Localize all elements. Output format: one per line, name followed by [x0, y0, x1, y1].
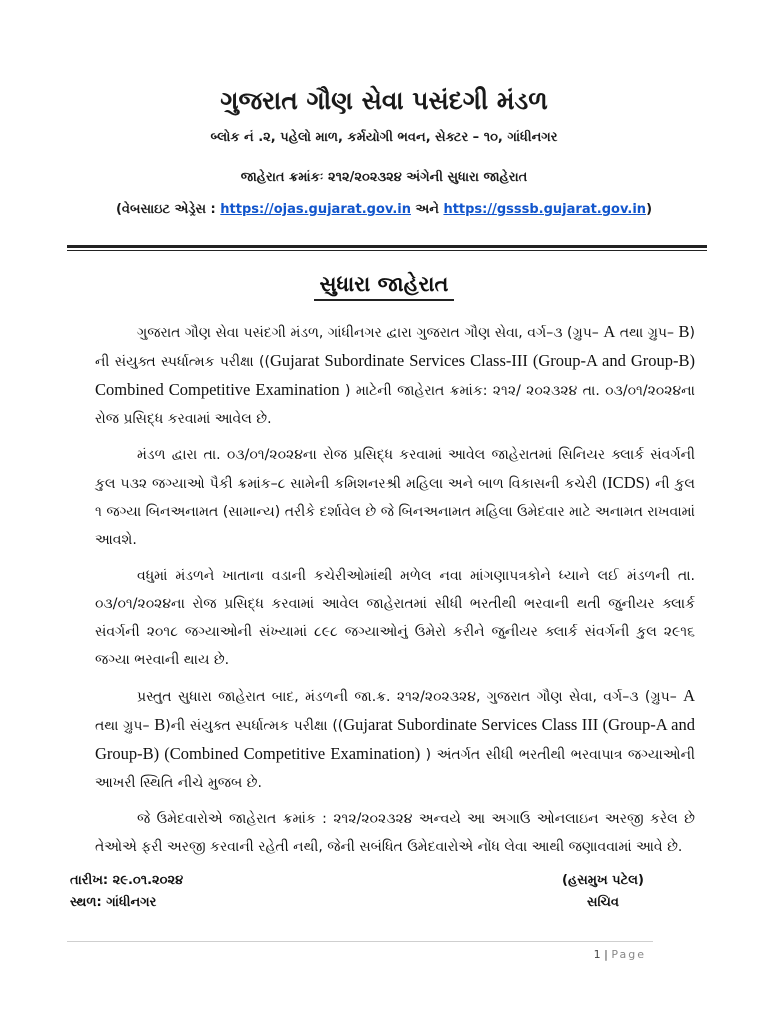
signatory-designation: સચિવ: [587, 895, 619, 910]
website-prefix: (વેબસાઇટ એડ્રેસ :: [115, 202, 216, 217]
website-and: અને: [415, 202, 439, 217]
date-place-block: [70, 870, 183, 914]
paragraph-5: જે ઉમેદવારોએ જાહેરાત ક્રમાંક : ૨૧૨/૨૦૨૩૨૪ અન્વયે આ અગાઉ ઓનલાઇન અરજી કરેલ છે તેઓએ ફરી અરજી કરવાની રહેતી નથી, જેની સબંધિત ઉમેદવારોએ નોંધ લેવા આથી જણાવવામાં આવે છે.: [95, 811, 695, 855]
organization-title: ગુજરાત ગૌણ સેવા પસંદગી મંડળ: [220, 86, 548, 115]
page-number: 1 | Page: [593, 948, 646, 961]
paragraph-2: મંડળ દ્વારા તા. ૦૩/૦૧/૨૦૨૪ના રોજ પ્રસિદ્ધ કરવામાં આવેલ જાહેરાતમાં સિનિયર ક્લાર્ક સંવર્ગની કુલ ૫૩૨ જગ્યાઓ પૈકી ક્રમાંક–૮ સામેની કમિશનરશ્રી મહિલા અને બાળ વિકાસની કચેરી (ICDS) ની કુલ ૧ જગ્યા બિનઅનામત (સામાન્ય) તરીકે દર્શાવેલ છે જે બિનઅનામત મહિલા ઉમેદવાર માટે અનામત રાખવામાં આવશે.: [95, 447, 695, 548]
gsssb-link[interactable]: https://gsssb.gujarat.gov.in: [443, 202, 647, 217]
footer-divider: [67, 941, 653, 942]
ojas-link[interactable]: https://ojas.gujarat.gov.in: [220, 202, 411, 217]
paragraph-4: પ્રસ્તુત સુધારા જાહેરાત બાદ, મંડળની જા.ક્ર. ૨૧૨/૨૦૨૩૨૪, ગુજરાત ગૌણ સેવા, વર્ગ–૩ (ગ્રુપ– A તથા ગ્રુપ– B)ની સંયુક્ત સ્પર્ધાત્મક પરીક્ષા ((Gujarat Subordinate Services Class III (Group-A and Group-B) (Combined Competitive Examination) ) અંતર્ગત સીધી ભરતીથી ભરવાપાત્ર જગ્યાઓની આખરી સ્થિતિ નીચે મુજબ છે.: [95, 686, 696, 791]
signatory-name: (હસમુખ પટેલ): [562, 873, 644, 888]
notice-heading: [0, 272, 768, 301]
header-divider: [67, 245, 707, 251]
office-address: બ્લોક નં .૨, પહેલો માળ, કર્મયોગી ભવન, સેક્ટર – ૧૦, ગાંધીનગર: [210, 130, 558, 145]
website-line: [0, 202, 768, 217]
signatory-block: [548, 870, 658, 914]
paragraph-3: વધુમાં મંડળને ખાતાના વડાની કચેરીઓમાંથી મળેલ નવા માંગણાપત્રકોને ધ્યાને લઈ મંડળની તા. ૦૩/૦૧/૨૦૨૪ના રોજ પ્રસિદ્ધ કરવામાં આવેલ જાહેરાતમાં સીધી ભરતીથી ભરવાની થતી જુનીયર ક્લાર્ક સંવર્ગની ૨૦૧૮ જગ્યાઓની સંખ્યામાં ૮૯૮ જગ્યાઓનું ઉમેરો કરીને જુનીયર ક્લાર્ક સંવર્ગની કુલ ૨૯૧૬ જગ્યા ભરવાની થાય છે.: [95, 568, 695, 668]
website-suffix: ): [646, 202, 653, 217]
notice-heading-text: સુધારા જાહેરાત: [314, 272, 455, 301]
notice-date: તારીખ: ૨૯.૦૧.૨૦૨૪: [70, 873, 184, 888]
paragraph-1: ગુજરાત ગૌણ સેવા પસંદગી મંડળ, ગાંધીનગર દ્વારા ગુજરાત ગૌણ સેવા, વર્ગ–૩ (ગ્રુપ– A તથા ગ્રુપ– B) ની સંયુક્ત સ્પર્ધાત્મક પરીક્ષા ((Gujarat Subordinate Services Class-III (Group-A and Group-B) Combined Competitive Examination ) માટેની જાહેરાત ક્રમાંક: ૨૧૨/ ૨૦૨૩૨૪ તા. ૦૩/૦૧/૨૦૨૪ના રોજ પ્રસિદ્ધ કરવામાં આવેલ છે.: [95, 322, 696, 427]
notice-place: સ્થળ: ગાંધીનગર: [70, 895, 157, 910]
notice-body: [95, 318, 695, 869]
advertisement-number-line: જાહેરાત ક્રમાંકઃ ૨૧૨/૨૦૨૩૨૪ અંગેની સુધારા જાહેરાત: [240, 170, 528, 185]
